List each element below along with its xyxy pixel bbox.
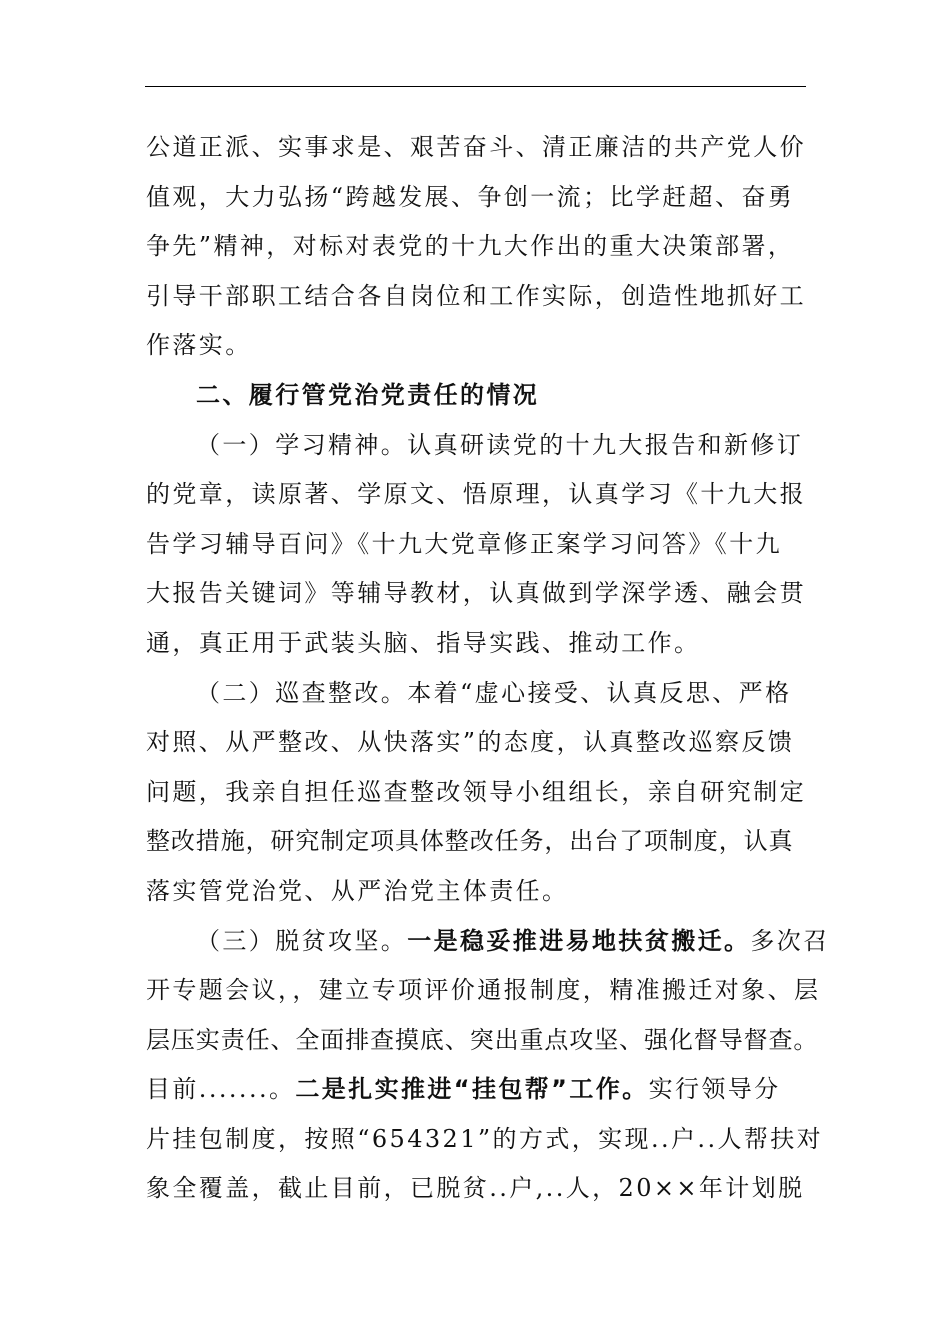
bold-phrase: 一是稳妥推进易地扶贫搬迁。 — [407, 926, 751, 955]
text-line: 对照、从严整改、从快落实”的态度，认真整改巡察反馈 — [146, 728, 795, 757]
header-rule — [145, 86, 806, 87]
paragraph-start: （一）学习精神。认真研读党的十九大报告和新修订 — [196, 430, 804, 459]
text-line: 大报告关键词》等辅导教材，认真做到学深学透、融会贯 — [146, 579, 806, 608]
text-line: 开专题会议，，建立专项评价通报制度，精准搬迁对象、层 — [146, 976, 821, 1005]
text-line: 问题，我亲自担任巡查整改领导小组组长，亲自研究制定 — [146, 777, 806, 806]
text-line: 象全覆盖，截止目前，已脱贫..户,..人，20××年计划脱 — [146, 1174, 805, 1203]
text-run: 实行领导分 — [648, 1075, 781, 1104]
text-line: 作落实。 — [146, 331, 252, 360]
text-line: 片挂包制度，按照“654321”的方式，实现..户..人帮扶对 — [146, 1124, 824, 1153]
text-line: 的党章，读原著、学原文、悟原理，认真学习《十九大报 — [146, 480, 806, 509]
text-line: 整改措施，研究制定项具体整改任务，出台了项制度，认真 — [146, 827, 794, 856]
text-run: 多次召 — [750, 926, 830, 955]
text-line: 通，真正用于武装头脑、指导实践、推动工作。 — [146, 628, 701, 657]
text-line: 值观，大力弘扬“跨越发展、争创一流；比学赶超、奋勇 — [146, 182, 795, 211]
text-run: 目前.......。 — [146, 1075, 296, 1104]
paragraph-start — [146, 917, 830, 967]
text-line — [146, 1065, 806, 1115]
paragraph-start: （二）巡查整改。本着“虚心接受、认真反思、严格 — [196, 678, 792, 707]
text-line: 引导干部职工结合各自岗位和工作实际，创造性地抓好工 — [146, 281, 806, 310]
text-line: 争先”精神，对标对表党的十九大作出的重大决策部署， — [146, 232, 795, 261]
body-text — [146, 123, 830, 1214]
text-line: 公道正派、实事求是、艰苦奋斗、清正廉洁的共产党人价 — [146, 133, 806, 161]
section-heading: 二、履行管党治党责任的情况 — [196, 380, 540, 409]
text-line: 告学习辅导百问》《十九大党章修正案学习问答》《十九 — [146, 529, 782, 558]
text-line: 层压实责任、全面排查摸底、突出重点攻坚、强化督导督查。 — [146, 1025, 819, 1054]
text-line: 落实管党治党、从严治党主体责任。 — [146, 876, 569, 905]
bold-phrase: 二是扎实推进“挂包帮”工作。 — [295, 1075, 649, 1104]
paragraph-label: （三）脱贫攻坚。 — [196, 926, 408, 955]
